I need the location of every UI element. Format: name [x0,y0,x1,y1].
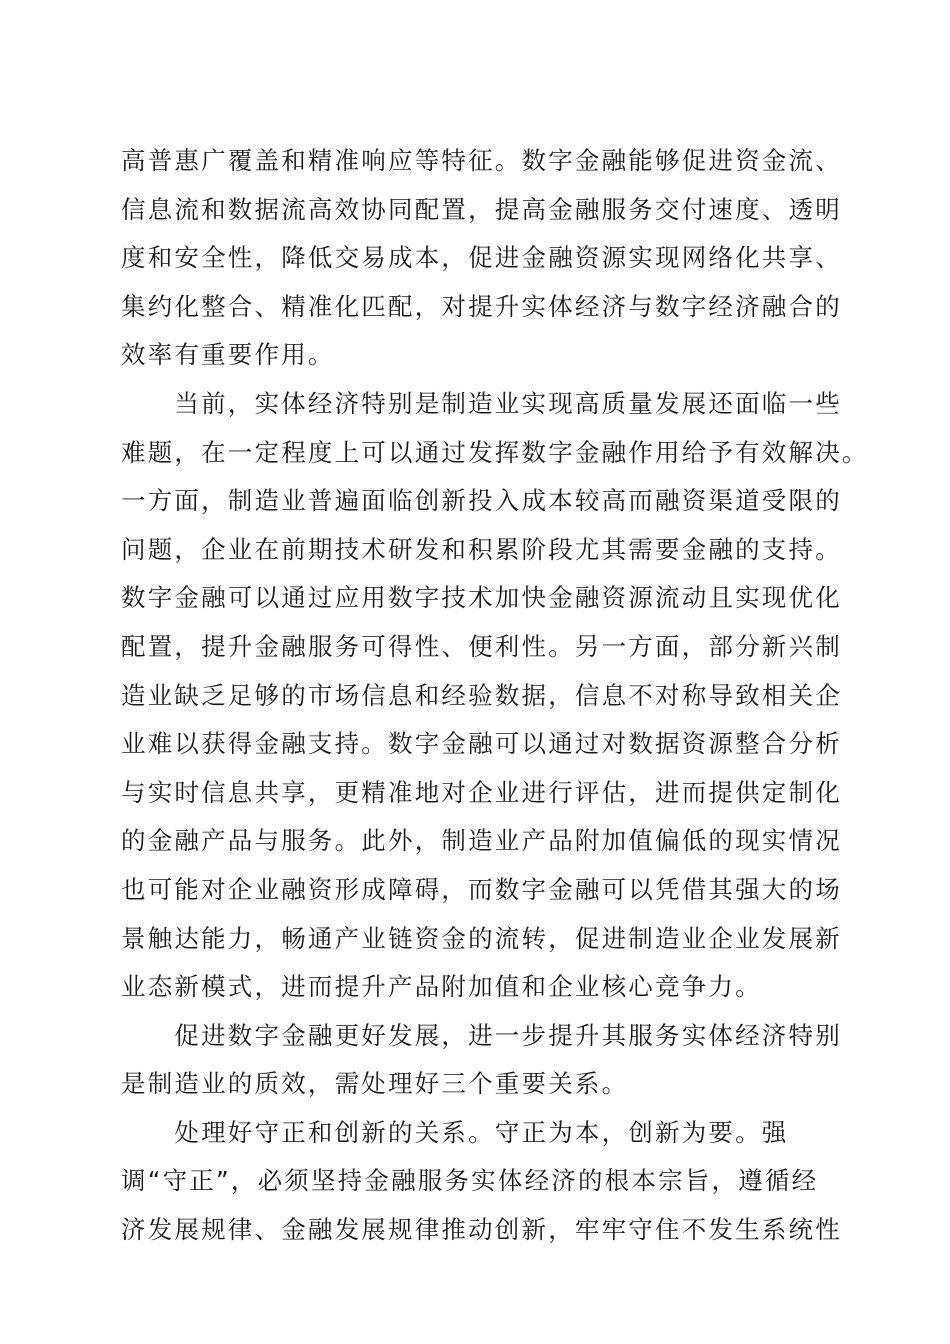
text-line: 是制造业的质效，需处理好三个重要关系。 [121,1069,629,1099]
text-line: 信息流和数据流高效协同配置，提高金融服务交付速度、透明 [121,194,842,224]
text-line: 景触达能力，畅通产业链资金的流转，促进制造业企业发展新 [121,923,842,953]
text-line: 当前，实体经济特别是制造业实现高质量发展还面临一些 [121,388,842,418]
text-line: 配置，提升金融服务可得性、便利性。另一方面，部分新兴制 [121,631,842,661]
text-line: 数字金融可以通过应用数字技术加快金融资源流动且实现优化 [121,583,842,613]
text-line: 难题，在一定程度上可以通过发挥数字金融作用给予有效解决。 [121,437,869,467]
text-line: 高普惠广覆盖和精准响应等特征。数字金融能够促进资金流、 [121,146,842,175]
text-line: 调“守正”，必须坚持金融服务实体经济的根本宗旨，遵循经 [121,1166,819,1196]
text-line: 也可能对企业融资形成障碍，而数字金融可以凭借其强大的场 [121,874,842,904]
body-text [121,137,869,1255]
text-line: 度和安全性，降低交易成本，促进金融资源实现网络化共享、 [121,243,842,273]
text-line: 与实时信息共享，更精准地对企业进行评估，进而提供定制化 [121,777,842,807]
text-line: 业态新模式，进而提升产品附加值和企业核心竞争力。 [121,972,762,1002]
text-line: 效率有重要作用。 [121,340,335,370]
text-line: 济发展规律、金融发展规律推动创新，牢牢守住不发生系统性 [121,1215,842,1245]
text-line: 一方面，制造业普遍面临创新投入成本较高而融资渠道受限的 [121,486,842,516]
text-line: 问题，企业在前期技术研发和积累阶段尤其需要金融的支持。 [121,534,842,564]
text-line: 处理好守正和创新的关系。守正为本，创新为要。强 [121,1117,789,1147]
text-line: 促进数字金融更好发展，进一步提升其服务实体经济特别 [121,1020,842,1050]
text-line: 的金融产品与服务。此外，制造业产品附加值偏低的现实情况 [121,826,842,856]
text-line: 集约化整合、精准化匹配，对提升实体经济与数字经济融合的 [121,291,842,321]
text-line: 造业缺乏足够的市场信息和经验数据，信息不对称导致相关企 [121,680,842,710]
text-line: 业难以获得金融支持。数字金融可以通过对数据资源整合分析 [121,729,842,759]
